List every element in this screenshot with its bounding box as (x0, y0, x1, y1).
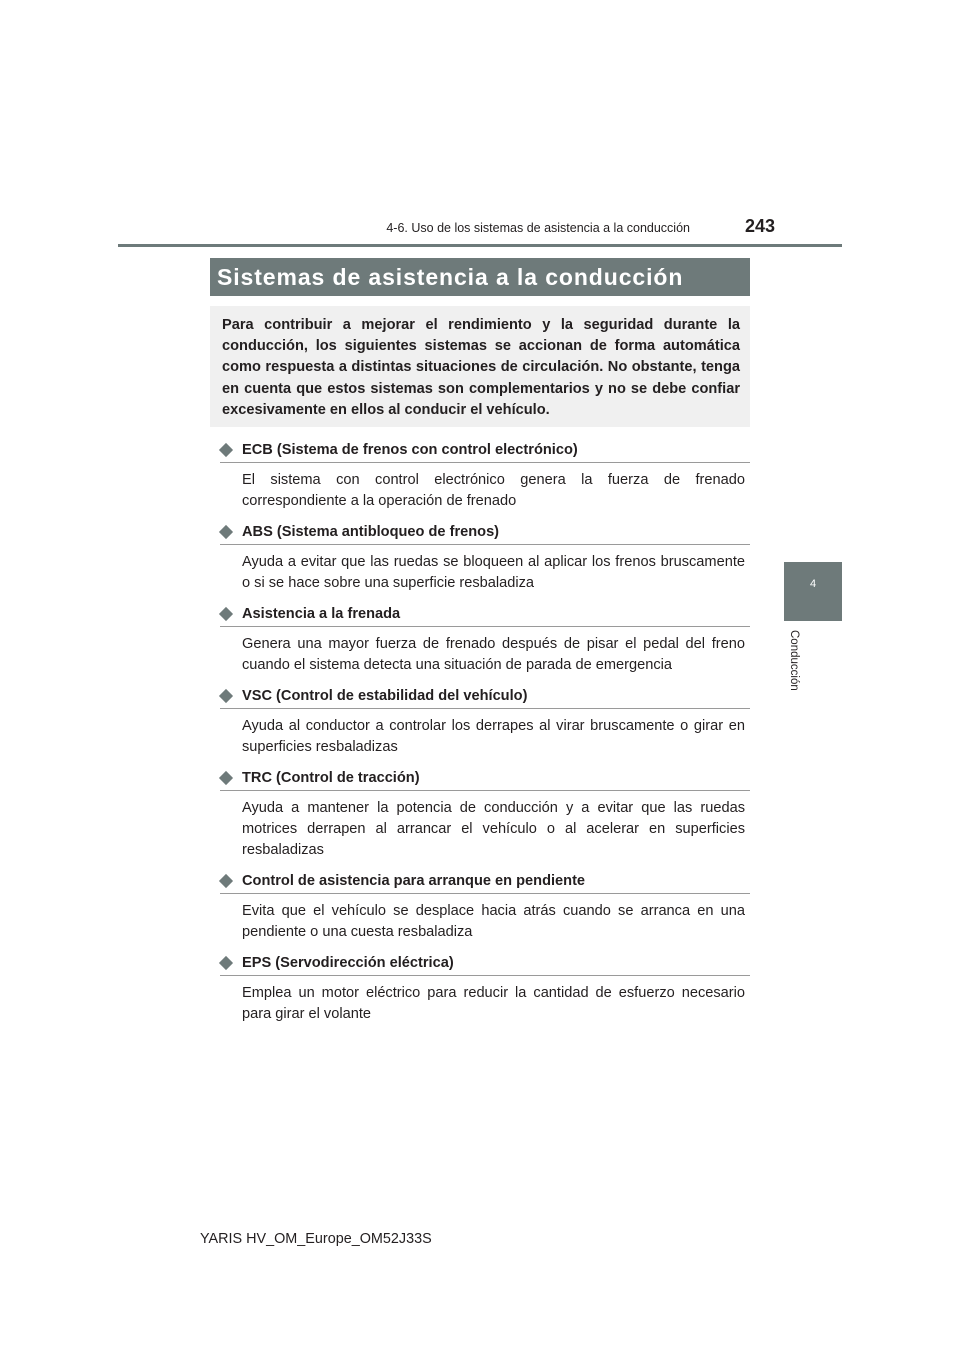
section-heading (220, 871, 750, 894)
section-title: Control de asistencia para arranque en pendiente (242, 873, 586, 889)
chapter-number: 4 (809, 578, 817, 590)
section-heading (220, 604, 750, 627)
section-heading (220, 686, 750, 709)
header-rule (118, 244, 842, 247)
section-heading (220, 953, 750, 976)
section-heading (220, 522, 750, 545)
section-body: Ayuda al conductor a controlar los derrapes al virar bruscamente o girar en superficies resbaladizas (242, 718, 745, 756)
section-heading (220, 440, 750, 463)
section-title: TRC (Control de tracción) (242, 770, 420, 786)
section-body: Genera una mayor fuerza de frenado después de pisar el pedal del freno cuando el sistema detecta una situación de parada de emergencia (242, 636, 745, 674)
section-title: Asistencia a la frenada (242, 606, 401, 622)
page-number: 243 (744, 216, 775, 236)
section-body: Evita que el vehículo se desplace hacia atrás cuando se arranca en una pendiente o una cuesta resbaladiza (242, 903, 745, 941)
section-title: EPS (Servodirección eléctrica) (242, 955, 454, 971)
section-title: ECB (Sistema de frenos con control electrónico) (242, 442, 578, 458)
diamond-bullet-icon (219, 689, 233, 703)
section-title: ABS (Sistema antibloqueo de frenos) (242, 524, 500, 540)
diamond-bullet-icon (219, 525, 233, 539)
diamond-bullet-icon (219, 607, 233, 621)
section-body: Ayuda a evitar que las ruedas se bloqueen al aplicar los frenos bruscamente o si se hace sobre una superficie resbaladiza (242, 554, 745, 592)
page-title: Sistemas de asistencia a la conducción (217, 264, 684, 290)
diamond-bullet-icon (219, 771, 233, 785)
section-heading (220, 768, 750, 791)
intro-text: Para contribuir a mejorar el rendimiento y la seguridad durante la conducción, los siguientes sistemas se accionan de forma automática como respuesta a distintas situaciones de circulación. No obstante, tenga en cuenta que estos sistemas son complementarios y no se debe confiar excesivamente en ellos al conducir el vehículo. (222, 317, 740, 418)
chapter-label: Conducción (788, 630, 800, 691)
header-section-title: 4-6. Uso de los sistemas de asistencia a la conducción (386, 221, 690, 235)
diamond-bullet-icon (219, 443, 233, 457)
footer-model-code: YARIS HV_OM_Europe_OM52J33S (200, 1231, 432, 1247)
diamond-bullet-icon (219, 874, 233, 888)
chapter-tab (784, 562, 842, 621)
diamond-bullet-icon (219, 956, 233, 970)
section-title: VSC (Control de estabilidad del vehículo) (242, 688, 528, 704)
section-body: Ayuda a mantener la potencia de conducción y a evitar que las ruedas motrices derrapen al arrancar el vehículo o al acelerar en superficies resbaladizas (242, 800, 745, 859)
section-body: Emplea un motor eléctrico para reducir la cantidad de esfuerzo necesario para girar el volante (242, 985, 745, 1023)
chapter-label-vertical (788, 630, 802, 700)
section-body: El sistema con control electrónico genera la fuerza de frenado correspondiente a la operación de frenado (242, 472, 745, 510)
intro-box (210, 306, 750, 427)
title-bar (210, 258, 750, 296)
